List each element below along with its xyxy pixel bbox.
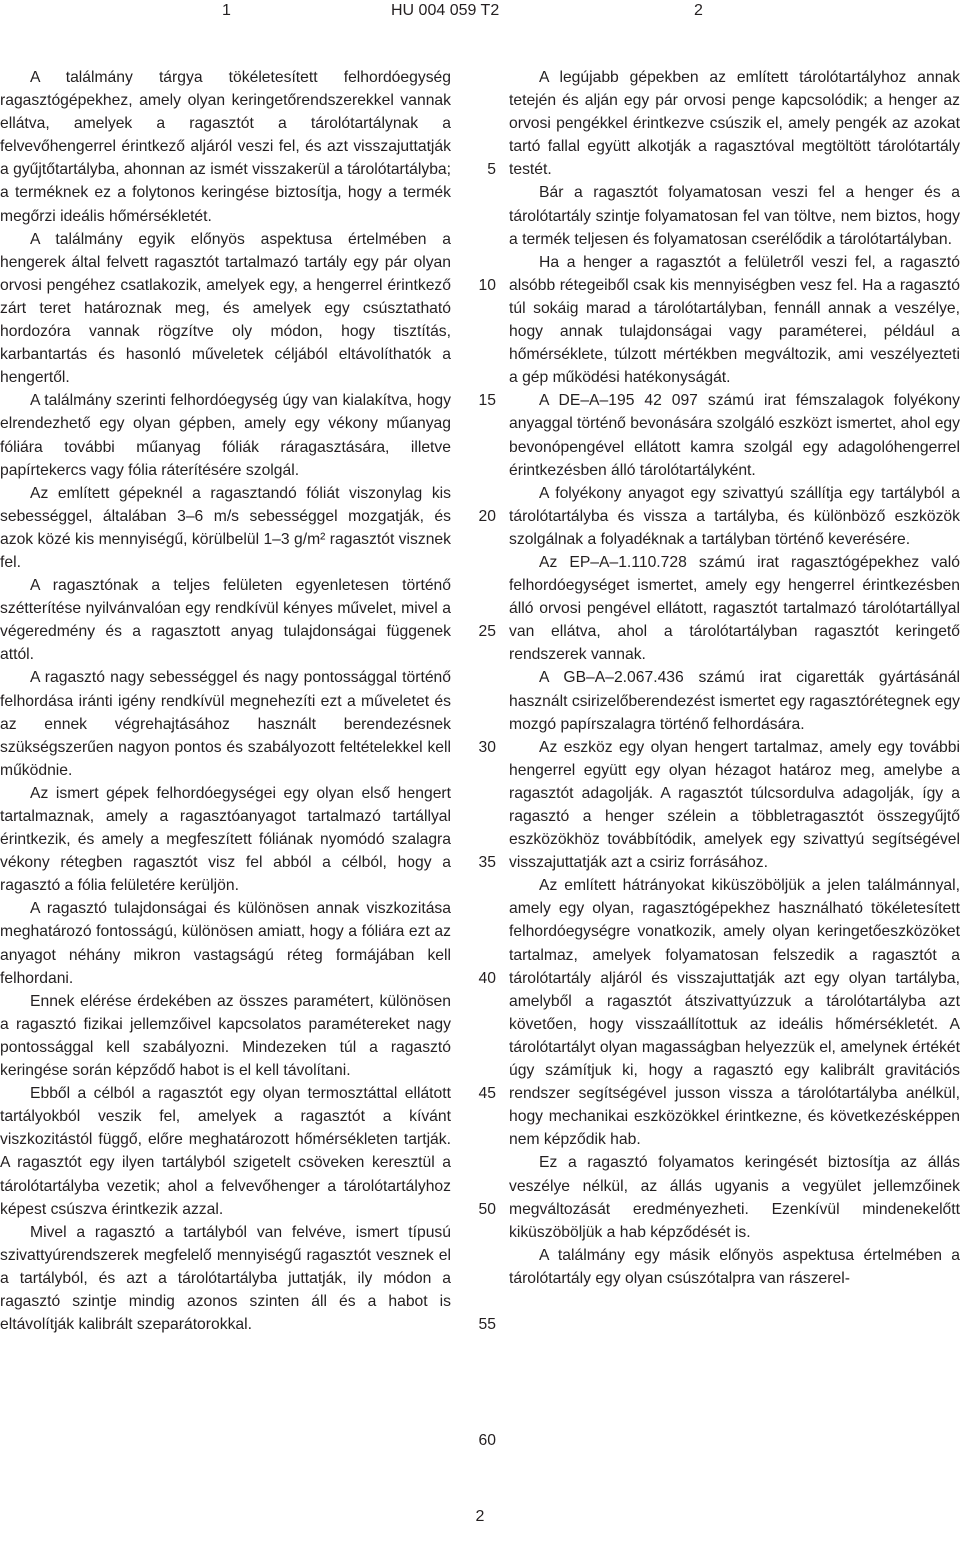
paragraph: A DE–A–195 42 097 számú irat fémszalagok folyékony anyaggal történő bevonására szolgáló eszközt ismertet, ahol egy bevonópengével ellátott kamra szolgál egy adagolóhengerrel érintkezésben álló tárolótartályként. — [509, 392, 960, 479]
line-number: 5 — [487, 161, 496, 179]
right-page-number: 2 — [694, 2, 703, 19]
paragraph: A folyékony anyagot egy szivattyú szállítja egy tartályból a tárolótartályba és vissza a tartályba, és különböző eszközök szolgálnak a folyadéknak a tartályban történő keverésére. — [509, 484, 960, 548]
line-number: 60 — [478, 1431, 496, 1449]
paragraph: A találmány szerinti felhordóegység úgy van kialakítva, hogy elrendezhető egy olyan gépben, amely egy vékony műanyag fóliára további műanyag fóliák ráragasztására, illetve papírtekercs vagy fólia ráterítésére szolgál. — [0, 392, 451, 479]
paragraph: Ha a henger a ragasztót a felületről veszi fel, a ragasztó alsóbb rétegeiből csak kis mennyiségben vesz fel. Ha a ragasztó túl sokáig marad a tárolótartályban, fennáll annak a veszélye, hogy annak tulajdonságai vagy paraméterei, például a hőmérséklete, túlzott mértékben megváltozik, ami veszélyezteti a gép működési hatékonyságát. — [509, 253, 960, 387]
line-number: 10 — [478, 276, 496, 294]
document-id: HU 004 059 T2 — [391, 2, 500, 19]
line-number: 15 — [478, 392, 496, 410]
line-number: 20 — [478, 507, 496, 525]
paragraph: Bár a ragasztót folyamatosan veszi fel a henger és a tárolótartály szintje folyamatosan fel van töltve, nem biztos, hogy a termék teljesen és folyamatosan cserélődik a tárolótartályban. — [509, 184, 960, 248]
paragraph: A ragasztónak a teljes felületen egyenletesen történő szétterítése nyilvánvalóan egy rendkívül kényes művelet, mivel a végeredmény és a ragasztott anyag tulajdonságai függenek attól. — [0, 577, 451, 664]
paragraph: A ragasztó tulajdonságai és különösen annak viszkozitása meghatározó fontosságú, különösen amiatt, hogy a fóliára ezt az anyagot néhány mikron vastagságú réteg formájában kell felhordani. — [0, 900, 451, 987]
paragraph: Ez a ragasztó folyamatos keringését biztosítja az állás veszélye nélkül, az állás ugyanis a vegyület jellemzőinek megváltozását eredményezheti. Ezenkívül mindenekelőtt kiküszöböljük a hab képződését is. — [509, 1154, 960, 1241]
paragraph: Az eszköz egy olyan hengert tartalmaz, amely egy további hengerrel együtt egy olyan hézagot határoz meg, amelybe a ragasztót adagolják. A ragasztót túlcsordulva adagolják, így a ragasztó a henger szélein a többletragasztót összegyűjtő eszközökhöz továbbítódik, amelyek egy szivattyú segítségével visszajuttatják azt a csiriz forrásához. — [509, 738, 960, 872]
right-text-column — [509, 66, 960, 1290]
page-footer — [0, 1508, 960, 1526]
paragraph: A GB–A–2.067.436 számú irat cigaretták gyártásánál használt csirizelőberendezést ismertet egy ragasztórétegnek egy mozgó papírszalagra történő felhordására. — [509, 669, 960, 733]
paragraph: A legújabb gépekben az említett tárolótartályhoz annak tetején és alján egy pár orvosi penge kapcsolódik; a henger az orvosi pengékkel érintkezve csúszik el, amely pengék az azokat tartó fallal együtt alkotják a ragasztóval megtöltött tárolótartály testét. — [509, 69, 960, 179]
paragraph: Az említett hátrányokat kiküszöböljük a jelen találmánnyal, amely egy olyan, ragasztógépekhez használható tökéletesített felhordóegységre vonatkozik, amely olyan keringetőeszközöket tartalmaz, amelyek folyamatosan felszedik a ragasztót a tárolótartály aljáról és visszajuttatják azt egy olyan tartályba, amelyből a ragasztót átszivattyúzzuk a tárolótartályba azt követően, hogy visszaállítottuk az ideális hőmérsékletét. A tárolótartályt olyan magasságban helyezzük el, amelynek értékét úgy számítjuk ki, hogy a ragasztó egy kalibrált gravitációs rendszer segítségével jusson vissza a tárolótartályba anélkül, hogy mechanikai eszközökkel érintkezne, és következésképpen nem képződik hab. — [509, 877, 960, 1149]
paragraph: A találmány tárgya tökéletesített felhordóegység ragasztógépekhez, amely olyan keringetőrendszerekkel vannak ellátva, amelyek a ragasztót a tárolótartálynak a felvevőhengerrel érintkező aljáról veszi fel, és azt visszajuttatják a gyűjtőtartályba, ahonnan az ismét visszakerül a tárolótartályba; a terméknek ez a folytonos keringése biztosítja, hogy a termék megőrzi ideális hőmérsékletét. — [0, 69, 451, 225]
footer-page-number: 2 — [475, 1508, 485, 1525]
page-header — [0, 0, 960, 26]
line-number: 55 — [478, 1316, 496, 1334]
paragraph: Az EP–A–1.110.728 számú irat ragasztógépekhez való felhordóegységet ismertet, amely egy hengerrel érintkezésben álló orvosi pengével ellátott, ragasztót tartalmazó tárolótartállyal van ellátva, ahol a tárolótartályban ragasztót keringető rendszerek vannak. — [509, 553, 960, 664]
line-number: 50 — [478, 1200, 496, 1218]
paragraph: Ennek elérése érdekében az összes paramétert, különösen a ragasztó fizikai jellemzőivel kapcsolatos paramétereket nagy pontossággal kell szabályozni. Mindezeken túl a ragasztó keringése során képződő habot is el kell távolítani. — [0, 992, 451, 1080]
line-number: 30 — [478, 738, 496, 756]
left-page-number: 1 — [222, 2, 231, 19]
paragraph: Az említett gépeknél a ragasztandó fóliát viszonylag kis sebességgel, általában 3–6 m/s sebességgel mozgatják, és azok közé kis mennyiségű, körülbelül 1–3 g/m² ragasztót visznek fel. — [0, 484, 451, 571]
line-number: 40 — [478, 969, 496, 987]
paragraph: Az ismert gépek felhordóegységei egy olyan első hengert tartalmaznak, amely a ragasztóanyagot tartalmazó tartállyal érintkezik, és amely a megfeszített fóliának nyomódó szalagra vékony rétegben ragasztót visz fel abból a célból, hogy a ragasztó a fólia felületére kerüljön. — [0, 784, 451, 895]
line-number: 25 — [478, 623, 496, 641]
left-text-column — [0, 66, 451, 1336]
line-number: 45 — [478, 1085, 496, 1103]
paragraph: A találmány egy másik előnyös aspektusa értelmében a tárolótartály egy olyan csúszótalpra van rászerel- — [509, 1246, 960, 1287]
paragraph: Mivel a ragasztó a tartályból van felvéve, ismert típusú szivattyúrendszerek megfelelő mennyiségű ragasztót vesznek el a tartályból, és azt a tárolótartályba juttatják, ily módon a ragasztó szintje mindig azonos szinten áll és a habot is eltávolítják kalibrált szeparátorokkal. — [0, 1223, 451, 1334]
paragraph: A találmány egyik előnyös aspektusa értelmében a hengerek által felvett ragasztót tartalmazó tartály egy pár olyan orvosi pengéhez csatlakozik, amelyek egy, a hengerrel érintkező zárt teret határoznak meg, és amelyek egy csúsztatható hordozóra vannak rögzítve oly módon, hogy tisztítás, karbantartás és hasonló műveletek céljából eltávolíthatók a hengertől. — [0, 230, 451, 387]
paragraph: Ebből a célból a ragasztót egy olyan termosztáttal ellátott tartályokból veszik fel, amelyek a ragasztót a kívánt viszkozitástól függő, előre meghatározott hőmérsékleten tartják. A ragasztót egy ilyen tartályból szigetelt csöveken keresztül a tárolótartályba vezetik; ahol a felvevőhenger a tárolótartályhoz képest csúszva érintkezik azzal. — [0, 1085, 451, 1218]
paragraph: A ragasztó nagy sebességgel és nagy pontossággal történő felhordása iránti igény rendkívül megnehezíti ezt a műveletet és az ennek végrehajtásához használt berendezésnek szükségszerűen nagyon pontos és szabályozott feltételekkel kell működnie. — [0, 669, 451, 779]
line-number: 35 — [478, 854, 496, 872]
